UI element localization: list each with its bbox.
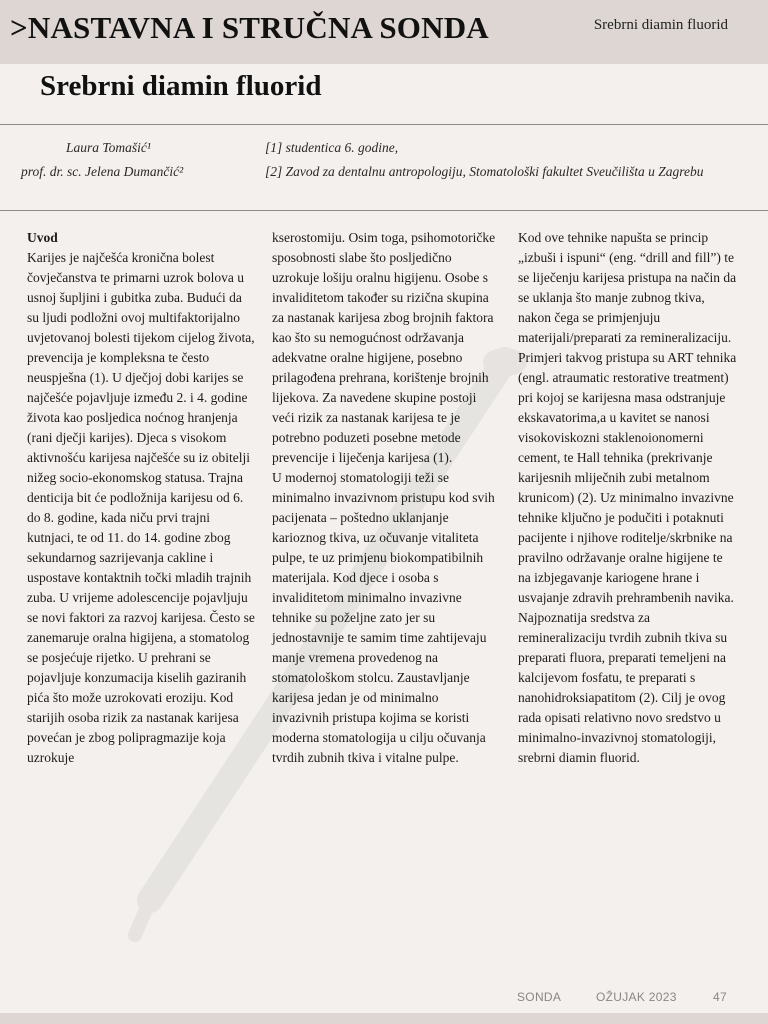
bottom-divider — [0, 210, 768, 211]
section-title: >NASTAVNA I STRUČNA SONDA — [10, 10, 489, 45]
affiliation: [1] studentica 6. godine, — [265, 140, 399, 155]
article-title: Srebrni diamin fluorid — [40, 70, 322, 102]
affiliation: [2] Zavod za dentalnu antropologiju, Stomatološki fakultet Sveučilišta u Zagrebu — [265, 164, 704, 179]
top-divider — [0, 124, 768, 125]
paragraph: Karijes je najčešća kronična bolest čovječanstva te primarni uzrok bolova u usnoj šupljini i gubitka zuba. Budući da su ljudi podložni ovoj multifaktorijalno uvjetovanoj bolesti tijekom cijelog života, prevencija je kompleksna te često neuspješna (1). U dječjoj dobi karijes se najčešće pojavljuje između 2. i 4. godine života kao posljedica noćnog hranjenja (rani dječji karijes). Djeca s visokom aktivnošću karijesa najčešće su iz obitelji nižeg socio-ekonomskog statusa. Trajna denticija bit će podložnija karijesu od 6. do 8. godine, kada niču prvi trajni kutnjaci, te od 11. do 14. godine zbog sekundarnog sazrijevanja cakline i uspostave kontaktnih točki mladih trajnih zuba. U vrijeme adolescencije pojavljuju se novi faktori za razvoj karijesa. Često se zanemaruje oralna higijena, a stomatolog se posjećuje rijetko. U prehrani se pojavljuje konzumacija kiselih gaziranih pića što može uzrokovati eroziju. Kod starijih osoba rizik za nastanak karijesa povećan je zbog polipragmazije koja uzrokuje — [27, 250, 255, 765]
paragraph: Kod ove tehnike napušta se princip „izbuši i ispuni“ (eng. “drill and fill”) te se liječenju karijesa pristupa na način da se uklanja što manje zubnog tkiva, nakon čega se primjenjuju materijali/preparati za remineralizaciju. Primjeri takvog pristupa su ART tehnika (engl. atraumatic restorative treatment) pri kojoj se karijesna masa odstranjuje ekskavatorima,a u kavitet se nanosi visokoviskozni staklenoionomerni cement, te Hall tehnika (prekrivanje karijesnih mliječnih zubi metalnom krunicom) (2). Uz minimalno invazivne tehnike ključno je podučiti i potaknuti pacijente i njihove roditelje/skrbnike na pravilno održavanje oralne higijene te na izbjegavanje kariogene hrane i usvajanje zdravih prehrambenih navika. Najpoznatija sredstva za remineralizaciju tvrdih zubnih tkiva su preparati fluora, preparati temeljeni na kalcijevom fosfatu, te preparati s nanohidroksiapatitom (2). Cilj je ovog rada opisati relativno novo sredstvo u minimalno-invazivnoj stomatologiji, srebrni diamin fluorid. — [518, 230, 737, 765]
text-column-1 — [27, 228, 255, 768]
page-number: 47 — [713, 990, 727, 1004]
author-name: Laura Tomašić¹ — [66, 140, 151, 155]
text-column-2 — [272, 228, 498, 768]
footer-issue: OŽUJAK 2023 — [596, 990, 677, 1004]
text-column-3 — [518, 228, 738, 768]
paragraph: U modernoj stomatologiji teži se minimalno invazivnom pristupu kod svih pacijenata – poštedno uklanjanje karioznog tkiva, uz očuvanje vitaliteta pulpe, te uz primjenu biokompatibilnih materijala. Kod djece i osoba s invaliditetom minimalno invazivne tehnike su poželjne zato jer su jednostavnije te samim time zahtijevaju manje vremena provedenog na stomatološkom stolcu. Zaustavljanje karijesa jedan je od minimalno invazivnih pristupa kojima se koristi moderna stomatologija u cilju očuvanja tvrdih zubnih tkiva i vitalne pulpe. — [272, 470, 495, 765]
paragraph: kserostomiju. Osim toga, psihomotoričke sposobnosti slabe što posljedično uzrokuje lošiju oralnu higijenu. Osobe s invaliditetom također su rizična skupina za nastanak karijesa zbog brojnih faktora kao što su nemogućnost održavanja adekvatne oralne higijene, posebno prilagođena prehrana, korištenje brojnih lijekova. Za navedene skupine postoji veći rizik za nastanak karijesa te je potrebno poduzeti posebne metode prevencije i liječenja karijesa (1). — [272, 230, 496, 465]
footer-band — [0, 1013, 768, 1024]
section-heading: Uvod — [27, 230, 58, 245]
footer-magazine: SONDA — [517, 990, 562, 1004]
running-head: Srebrni diamin fluorid — [593, 17, 728, 33]
author-name: prof. dr. sc. Jelena Dumančić² — [21, 164, 184, 179]
